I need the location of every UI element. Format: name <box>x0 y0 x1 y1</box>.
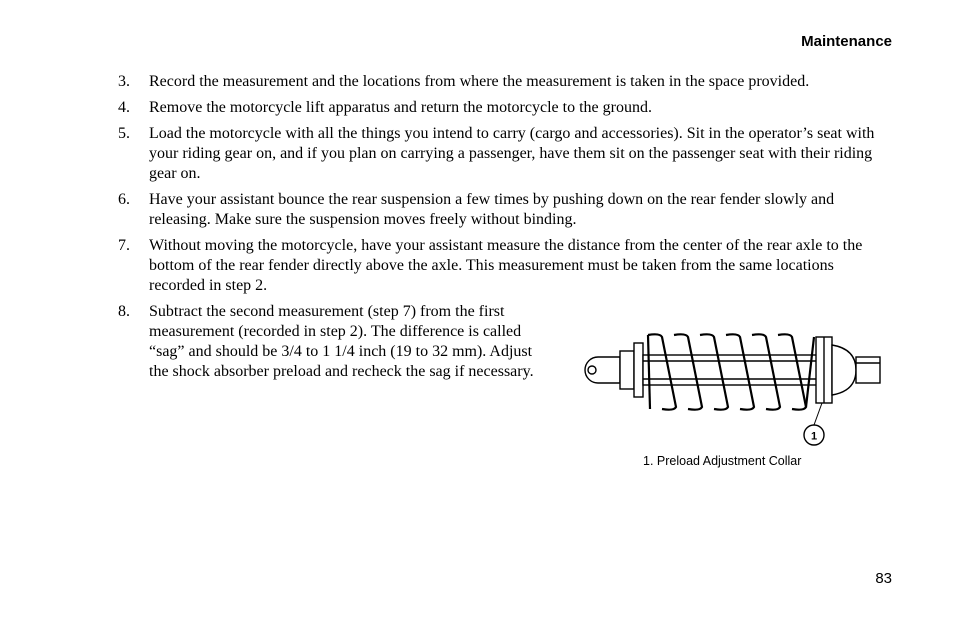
step-text: Have your assistant bounce the rear suspension a few times by pushing down on the rear fender slowly and releasing. Make sure the suspension moves freely without binding. <box>149 191 835 228</box>
step-item <box>118 190 892 230</box>
step-item <box>118 98 892 118</box>
step-number: 5. <box>118 125 130 142</box>
callout-number: 1 <box>810 430 818 443</box>
step-item <box>118 236 892 296</box>
step-text: Without moving the motorcycle, have your assistant measure the distance from the center of the rear axle to the bottom of the rear fender directly above the axle. This measurement must be taken from the same locations recorded in step 2. <box>149 237 863 294</box>
step-number: 6. <box>118 191 130 208</box>
step-text: Subtract the second measurement (step 7) from the first measurement (recorded in step 2). The difference is called “sag” and should be 3/4 to 1 1/4 inch (19 to 32 mm). Adjust the shock absorber preload and recheck the sag if necessary. <box>149 303 534 380</box>
step-text: Load the motorcycle with all the things you intend to carry (cargo and accessories). Sit in the operator’s seat with your riding gear on, and if you plan on carrying a passenger, have them sit on the passenger seat with their riding gear on. <box>149 125 875 182</box>
step-text: Record the measurement and the locations from where the measurement is taken in the space provided. <box>149 73 810 90</box>
shock-dome <box>832 345 856 395</box>
step-item <box>118 124 892 184</box>
step-number: 8. <box>118 303 130 320</box>
page-number: 83 <box>875 570 892 587</box>
shock-absorber-illustration <box>576 325 886 450</box>
shock-top-mount <box>856 357 880 383</box>
step-item <box>118 72 892 92</box>
step-number: 4. <box>118 99 130 116</box>
shock-end-cap <box>620 351 634 389</box>
step-number: 3. <box>118 73 130 90</box>
step-text: Remove the motorcycle lift apparatus and return the motorcycle to the ground. <box>149 99 652 116</box>
figure-caption: 1. Preload Adjustment Collar <box>643 454 802 468</box>
callout-leader <box>814 403 822 425</box>
section-title: Maintenance <box>801 33 892 50</box>
step-number: 7. <box>118 237 130 254</box>
shock-eyelet <box>585 357 620 383</box>
